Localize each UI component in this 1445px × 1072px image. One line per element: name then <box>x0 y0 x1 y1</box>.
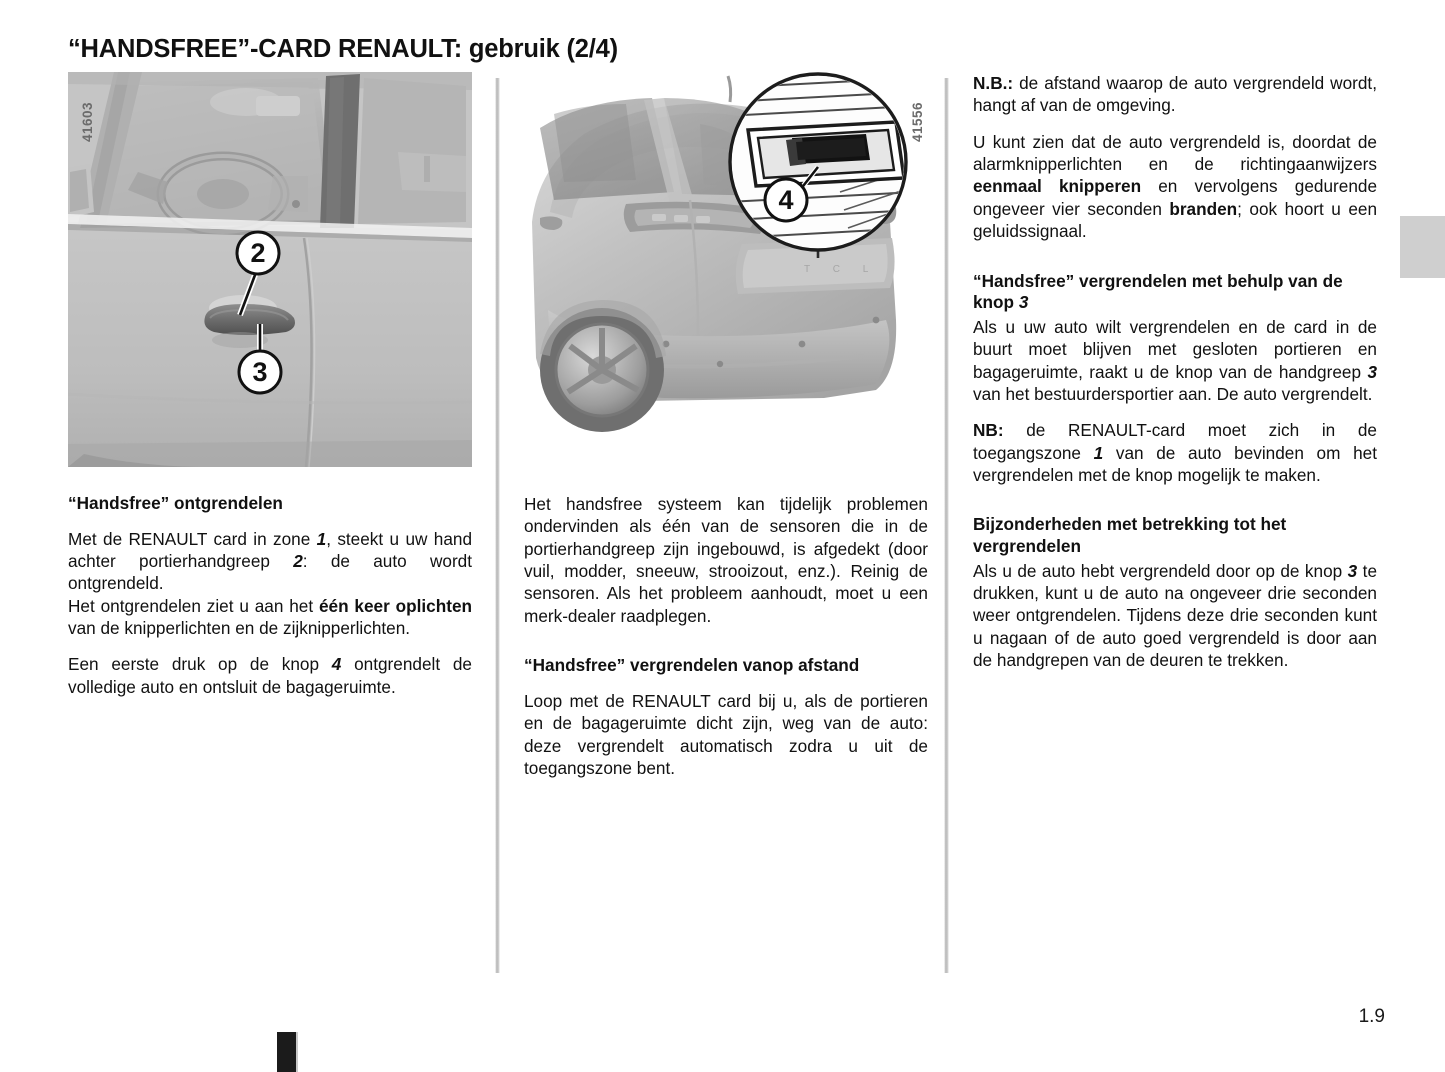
paragraph-relock-three-seconds <box>973 560 1377 672</box>
text-run: “Handsfree” vergrendelen met behulp van de knop <box>973 270 1343 313</box>
text-run: Als u de auto hebt vergrendeld door op de knop <box>973 560 1348 581</box>
paragraph-sensor-problems: Het handsfree systeem kan tijdelijk problemen ondervinden als één van de sensoren die in de portierhandgreep zijn ingebouwd, is afgedekt (door vuil, modder, sneeuw, strooizout, enz.). Reinig de sensoren. Als het probleem aanhoudt, moet u een merk-dealer raadplegen. <box>524 494 928 626</box>
callout-ref-4: 4 <box>331 654 342 675</box>
text-run: ; ook hoort u een geluidssignaal. <box>973 198 1378 242</box>
text-run: Met de RENAULT card in zone <box>68 528 317 549</box>
figure-door-handle <box>68 72 472 467</box>
label-nb: N.B.: <box>973 73 1014 93</box>
text-run: Het ontgrendelen ziet u aan het <box>68 595 319 616</box>
spacer <box>973 257 1377 271</box>
figure-reference-number: 41556 <box>910 101 925 142</box>
column-left <box>68 72 472 698</box>
callout-ref-3: 3 <box>1347 560 1358 581</box>
callout-ref-3: 3 <box>1367 361 1377 382</box>
paragraph-unlock-zone <box>68 528 472 640</box>
heading-handsfree-unlock: “Handsfree” ontgrendelen <box>68 493 283 513</box>
svg-text:3: 3 <box>252 357 268 387</box>
rear-tailgate-illustration <box>524 72 928 467</box>
text-run: U kunt zien dat de auto vergrendeld is, doordat de alarmknipperlichten en de richtingaanwijzers <box>973 131 1377 175</box>
text-run: ontgrendelt de volledige auto en ontsluit de bagageruimte. <box>68 654 472 697</box>
label-nb: NB: <box>973 420 1004 441</box>
callout-ref-1: 1 <box>1093 442 1104 463</box>
svg-text:2: 2 <box>250 238 266 268</box>
text-run: van de auto bevinden om het vergrendelen met de knop mogelijk te maken. <box>973 442 1377 486</box>
text-run: te drukken, kunt u de auto na ongeveer drie seconden weer ontgrendelen. Tijdens deze drie seconden kunt u nagaan of de auto goed vergrendeld is door aan de handgrepen van de deuren te trekken. <box>973 560 1378 671</box>
emphasis-branden: branden <box>1169 198 1238 219</box>
middle-text-block <box>524 493 928 779</box>
text-run: van de knipperlichten en de zijknipperlichten. <box>68 618 411 639</box>
text-run: de RENAULT-card moet zich in de toegangszone <box>973 420 1377 463</box>
emphasis-een-keer-oplichten: één keer oplichten <box>318 595 473 616</box>
text-run: Als u uw auto wilt vergrendelen en de card in de buurt moet blijven met gesloten portieren en bagageruimte, raakt u de knop van de handgreep <box>973 316 1377 382</box>
paragraph-lock-with-button <box>973 316 1377 405</box>
svg-text:4: 4 <box>778 185 794 215</box>
text-run: Een eerste druk op de knop <box>68 654 332 675</box>
paragraph-walk-away-lock: Loop met de RENAULT card bij u, als de portieren en de bagageruimte dicht zijn, weg van de auto: deze vergrendelt automatisch zodra u uit de toegangszone bent. <box>524 690 928 778</box>
callout-ref-3: 3 <box>1018 292 1029 313</box>
paragraph-first-press-button4 <box>68 653 472 698</box>
paragraph-nb-access-zone <box>973 419 1377 486</box>
heading-handsfree-remote-lock: “Handsfree” vergrendelen vanop afstand <box>524 655 860 676</box>
page-title: “HANDSFREE”-CARD RENAULT: gebruik (2/4) <box>68 35 618 64</box>
heading-locking-particularities: Bijzonderheden met betrekking tot het vergrendelen <box>973 514 1287 557</box>
text-run: en vervolgens gedurende ongeveer vier seconden <box>973 176 1377 219</box>
left-text-block <box>68 493 472 698</box>
door-handle-illustration <box>68 72 472 467</box>
heading-lock-with-button3 <box>973 271 1377 314</box>
page-number: 1.9 <box>1358 1006 1385 1027</box>
text-run: , steekt u uw hand achter portierhandgreep <box>68 528 473 572</box>
column-divider-left <box>495 78 500 973</box>
text-run: : de auto wordt ontgrendeld. <box>68 551 472 594</box>
figure-rear-tailgate <box>524 72 928 467</box>
chapter-edge-tab <box>1400 216 1445 278</box>
text-run: van het bestuurdersportier aan. De auto vergrendelt. <box>973 383 1373 404</box>
paragraph-indicator-flash <box>973 131 1377 243</box>
column-middle <box>524 72 928 779</box>
figure-reference-number: 41603 <box>80 101 95 142</box>
callout-ref-1: 1 <box>316 528 327 549</box>
column-divider-right <box>944 78 949 973</box>
svg-text:T C L: T C L <box>804 264 879 275</box>
callout-ref-2: 2 <box>293 551 303 572</box>
text-run: de afstand waarop de auto vergrendeld wordt, hangt af van de omgeving. <box>973 73 1377 116</box>
spacer <box>524 641 928 655</box>
emphasis-eenmaal-knipperen: eenmaal knipperen <box>973 176 1142 197</box>
column-right <box>973 72 1377 672</box>
paragraph-nb-distance <box>973 72 1377 117</box>
right-text-block <box>973 72 1377 672</box>
spacer <box>973 500 1377 514</box>
binding-mark <box>277 1032 298 1072</box>
